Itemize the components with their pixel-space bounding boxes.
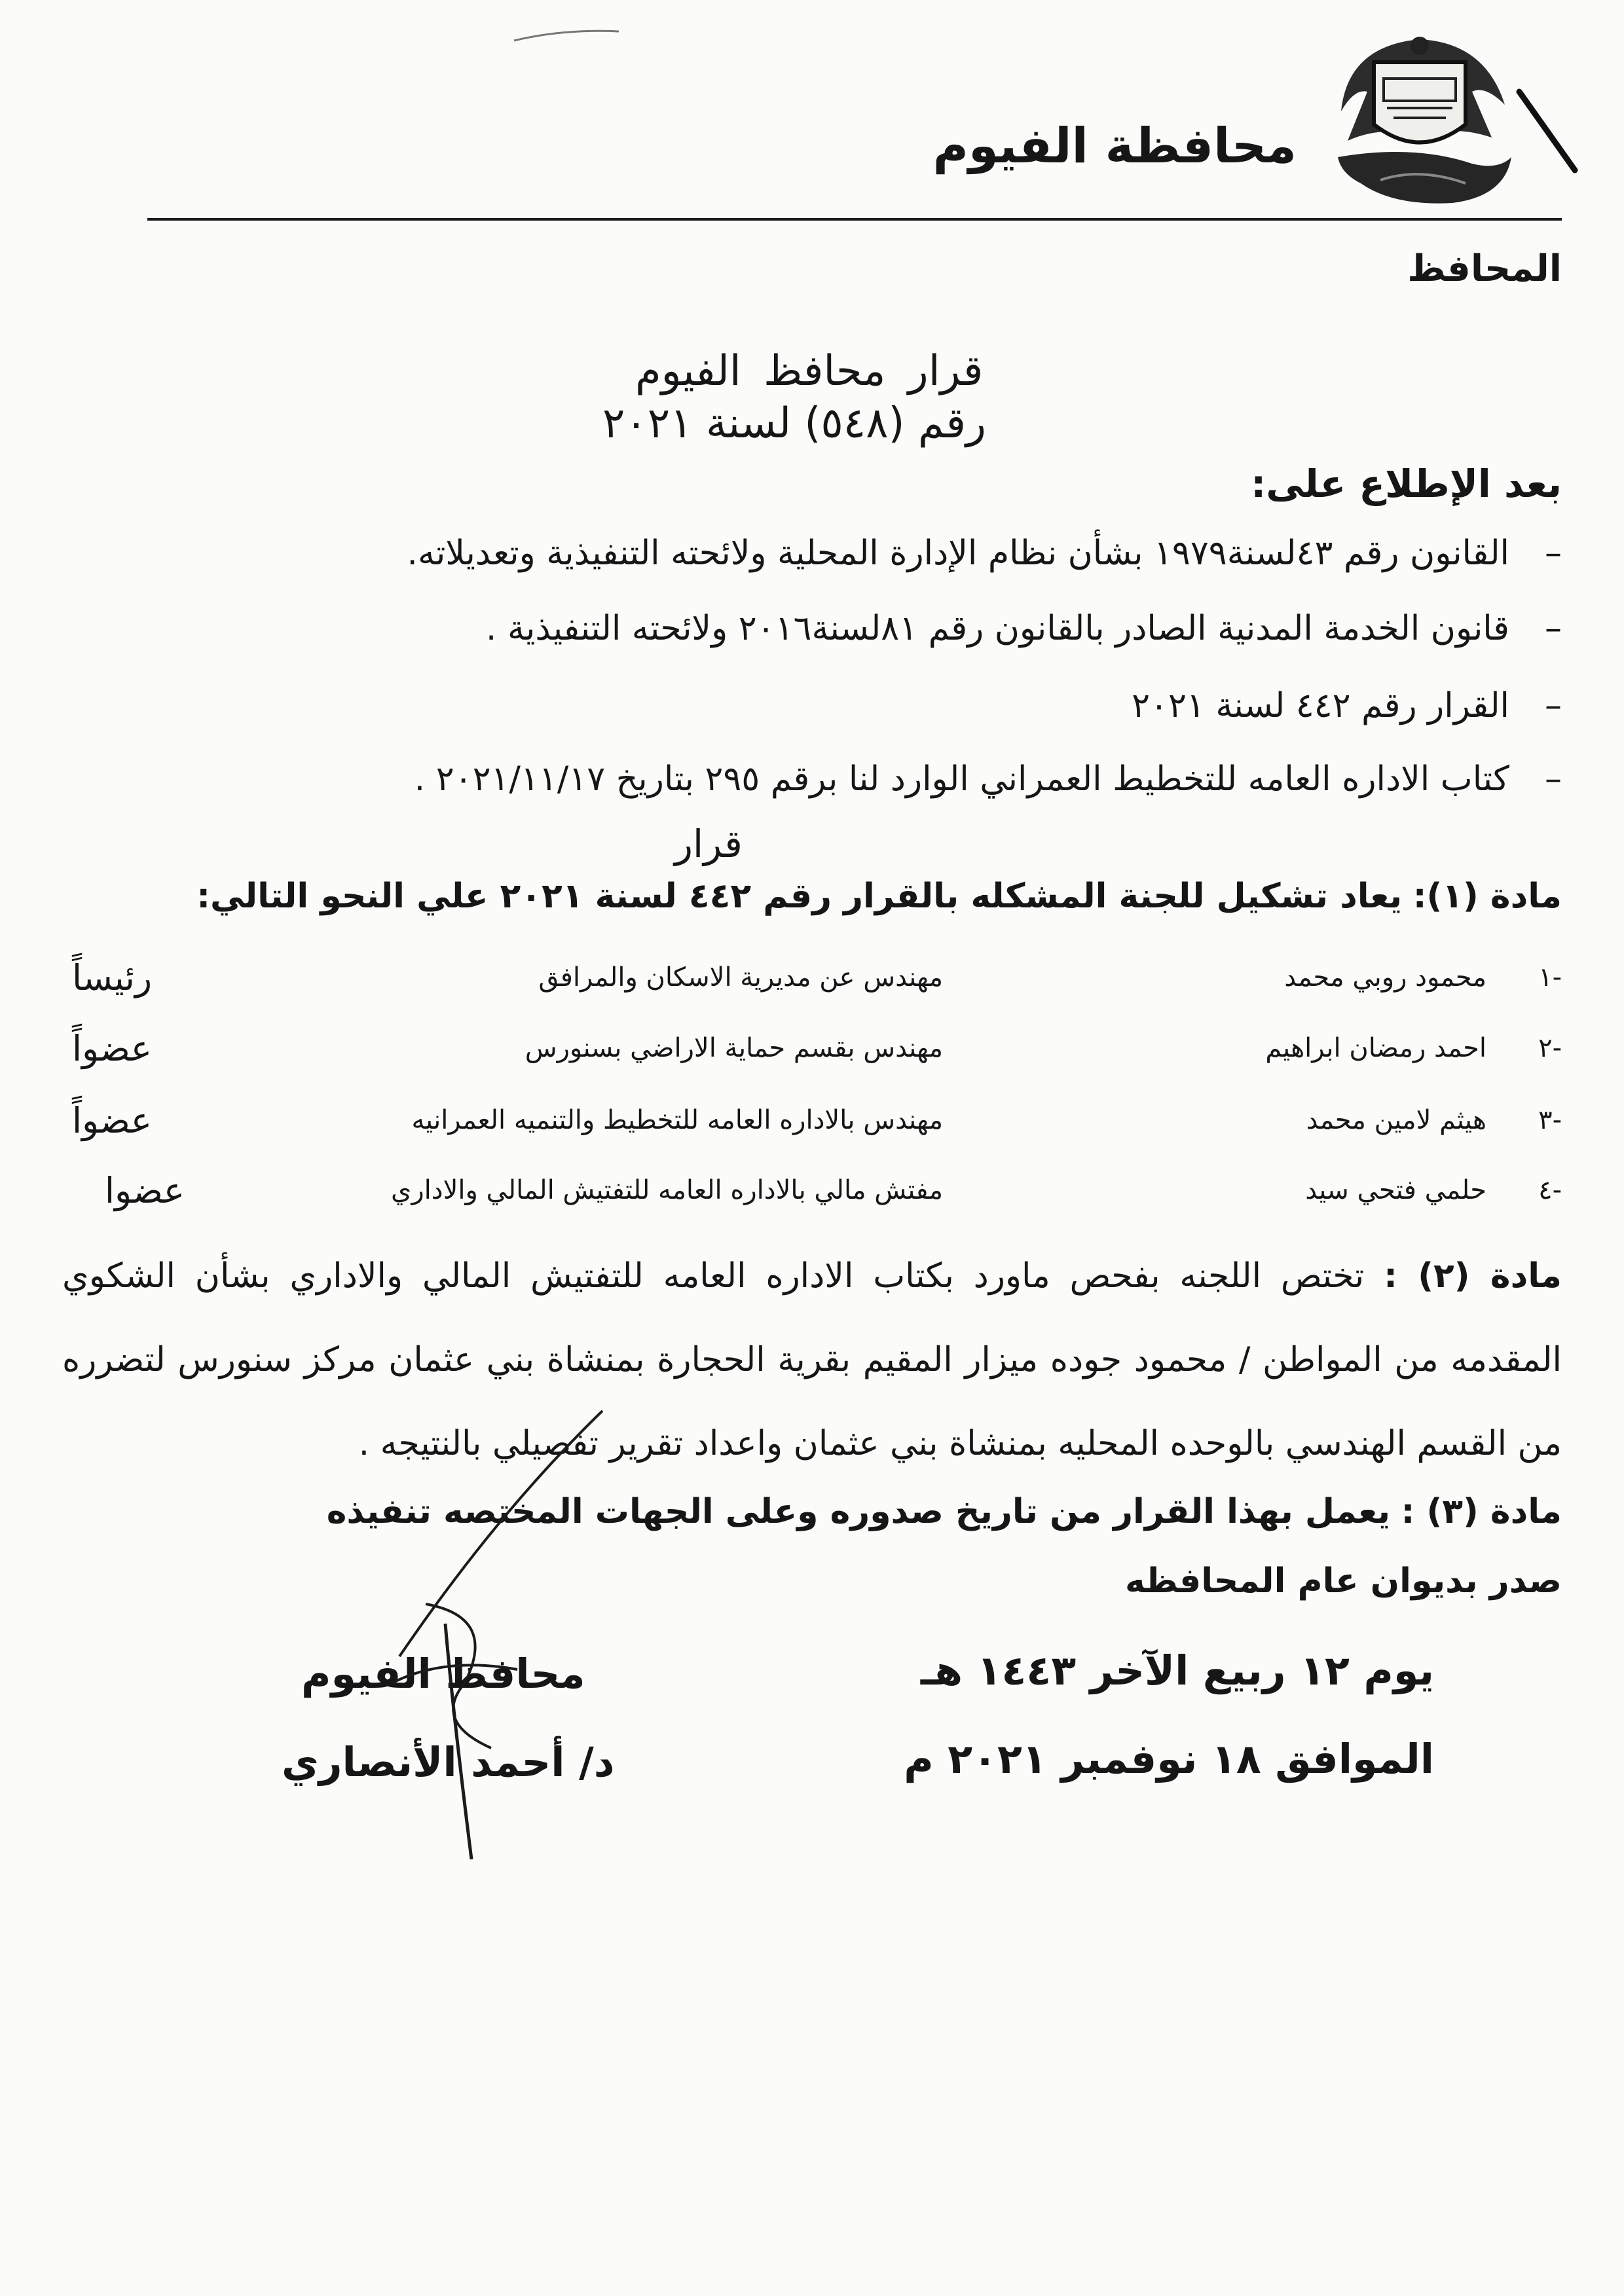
dash-bullet: –	[1545, 534, 1562, 573]
article-1-label: مادة (١):	[1412, 877, 1562, 916]
member-role: عضواً	[72, 1028, 152, 1069]
header-rule	[147, 218, 1562, 221]
member-index: -٤	[1538, 1175, 1562, 1205]
preamble-item-text: القانون رقم ٤٣لسنة١٩٧٩ بشأن نظام الإدارة المحلية ولائحته التنفيذية وتعديلاته.	[407, 534, 1509, 573]
hijri-date: يوم ١٢ ربيع الآخر ١٤٤٣ هـ	[920, 1647, 1434, 1694]
preamble-item	[407, 534, 1562, 573]
article-2	[62, 1234, 1562, 1485]
governorate-emblem	[1321, 26, 1518, 216]
member-name: احمد رمضان ابراهيم	[1265, 1033, 1486, 1063]
preamble-item	[1132, 686, 1562, 725]
preamble-item	[486, 609, 1562, 648]
decree-number: رقم (٥٤٨) لسنة ٢٠٢١	[602, 399, 986, 448]
article-2-label: مادة (٢) :	[1384, 1256, 1562, 1296]
header-slash-mark	[1513, 85, 1585, 177]
gregorian-date: الموافق ١٨ نوفمبر ٢٠٢١ م	[904, 1735, 1434, 1783]
signatory-title: محافظ الفيوم	[301, 1650, 585, 1698]
preamble-heading: بعد الإطلاع على:	[1251, 462, 1562, 506]
member-description: مهندس بالاداره العامه للتخطيط والتنميه العمرانيه	[411, 1105, 943, 1135]
decree-word: قرار	[674, 822, 743, 866]
member-name: محمود روبي محمد	[1284, 962, 1486, 993]
member-name: هيثم لامين محمد	[1306, 1105, 1486, 1135]
member-row	[0, 1100, 1624, 1151]
article-1-text: يعاد تشكيل للجنة المشكله بالقرار رقم ٤٤٢ لسنة ٢٠٢١ علي النحو التالي:	[196, 877, 1403, 916]
signatory-name: د/ أحمد الأنصاري	[282, 1738, 615, 1786]
decree-title: قرار محافظ الفيوم	[635, 347, 984, 395]
member-name: حلمي فتحي سيد	[1305, 1175, 1486, 1205]
article-3-text: يعمل بهذا القرار من تاريخ صدوره وعلى الجهات المختصه تنفيذه	[326, 1492, 1391, 1531]
member-index: -٢	[1538, 1033, 1562, 1063]
scan-mark	[511, 26, 622, 46]
preamble-item-text: كتاب الاداره العامه للتخطيط العمراني الوارد لنا برقم ٢٩٥ بتاريخ ٢٠٢١/١١/١٧ .	[414, 759, 1509, 799]
member-index: -١	[1538, 962, 1562, 993]
member-description: مهندس بقسم حماية الاراضي بسنورس	[525, 1033, 943, 1063]
member-index: -٣	[1538, 1105, 1562, 1135]
dash-bullet: –	[1545, 759, 1562, 799]
dash-bullet: –	[1545, 609, 1562, 648]
member-row	[0, 957, 1624, 1008]
member-role: رئيساً	[72, 957, 153, 998]
dash-bullet: –	[1545, 686, 1562, 725]
preamble-item-text: قانون الخدمة المدنية الصادر بالقانون رقم ٨١لسنة٢٠١٦ ولائحته التنفيذية .	[485, 609, 1509, 648]
article-1	[62, 854, 1562, 938]
member-row	[0, 1170, 1624, 1221]
office-title: المحافظ	[1407, 247, 1562, 290]
governorate-name: محافظة الفيوم	[932, 118, 1297, 174]
article-2-text: تختص اللجنه بفحص ماورد بكتاب الاداره العامه للتفتيش المالي والاداري بشأن الشكوي المقدمه من المواطن / محمود جوده ميزار المقيم بقرية الحجارة بمنشاة بني عثمان مركز سنورس لتضرره من القسم الهندسي بالوحده المحليه بمنشاة بني عثمان واعداد تقرير تفصيلي بالنتيجه .	[62, 1256, 1562, 1463]
article-3-label: مادة (٣) :	[1401, 1492, 1562, 1531]
member-description: مهندس عن مديرية الاسكان والمرافق	[538, 962, 943, 993]
members-table	[0, 957, 1624, 1237]
article-3	[62, 1470, 1562, 1554]
member-role: عضوا	[105, 1170, 185, 1211]
member-row	[0, 1028, 1624, 1079]
issued-at: صدر بديوان عام المحافظه	[1124, 1561, 1562, 1601]
member-role: عضواً	[72, 1100, 152, 1141]
preamble-item-text: القرار رقم ٤٤٢ لسنة ٢٠٢١	[1132, 686, 1509, 725]
member-description: مفتش مالي بالاداره العامه للتفتيش المالي والاداري	[391, 1175, 943, 1205]
preamble-item	[415, 759, 1562, 799]
handwritten-signature	[367, 1408, 616, 1866]
